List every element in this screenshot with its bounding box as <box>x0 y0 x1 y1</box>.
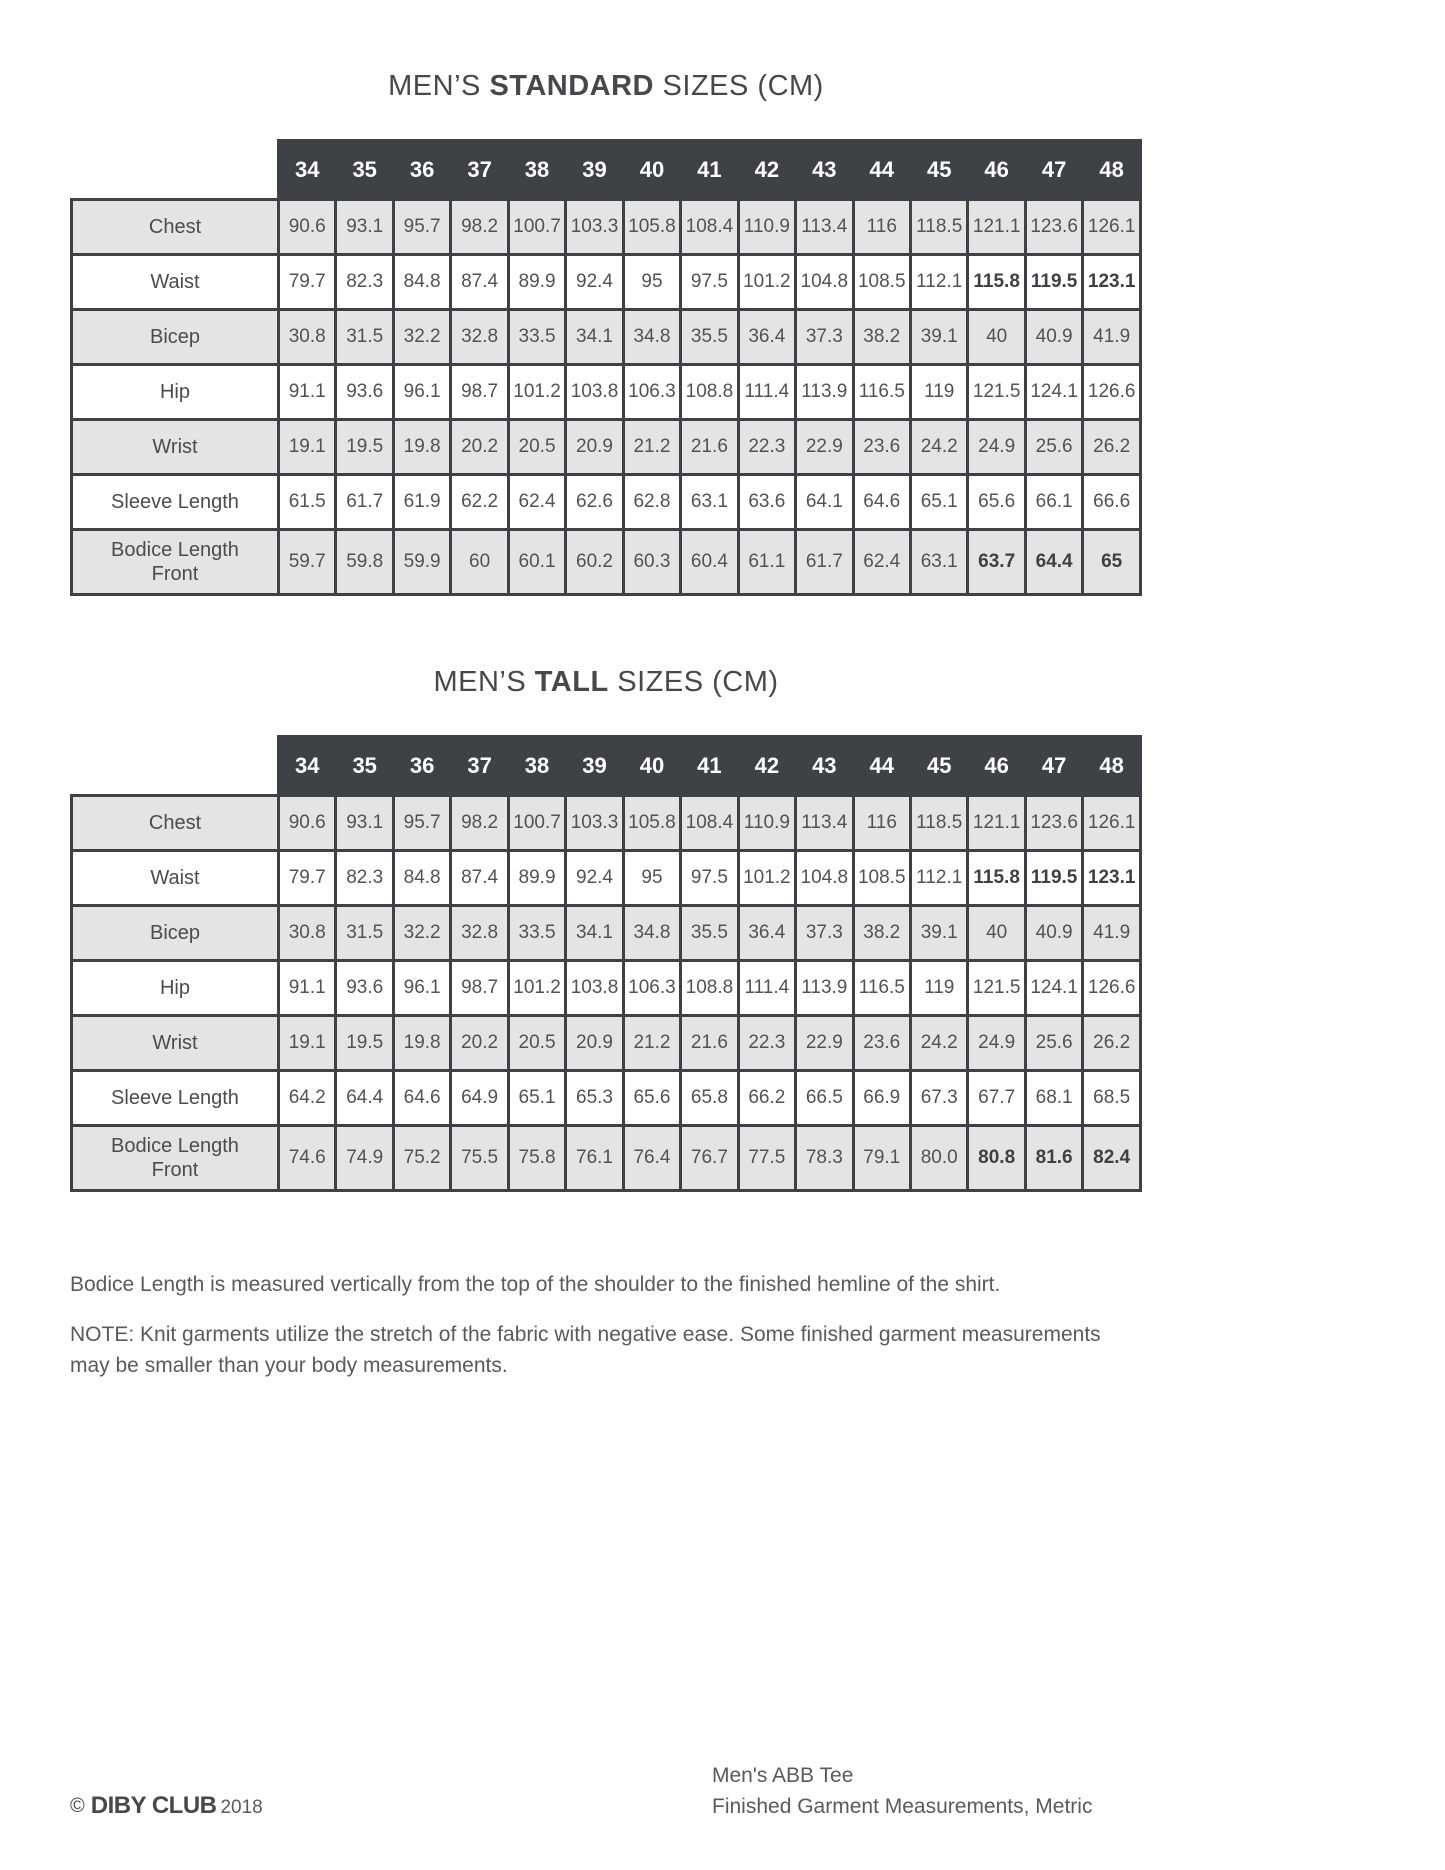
measurement-cell: 68.1 <box>1025 1071 1082 1126</box>
measurement-cell: 78.3 <box>796 1126 853 1191</box>
measurement-cell: 65.6 <box>968 475 1025 530</box>
measurement-cell: 30.8 <box>279 906 336 961</box>
measurement-cell: 60.4 <box>681 530 738 595</box>
document-info-footer <box>712 1760 1092 1822</box>
measurement-cell: 20.5 <box>508 1016 565 1071</box>
measurement-row <box>72 796 1141 851</box>
row-label: Wrist <box>72 1016 279 1071</box>
measurement-cell: 64.6 <box>853 475 910 530</box>
measurement-cell: 66.5 <box>796 1071 853 1126</box>
row-label: Bodice Length Front <box>72 1126 279 1191</box>
measurement-cell: 93.6 <box>336 365 393 420</box>
measurement-cell: 64.2 <box>279 1071 336 1126</box>
measurement-cell: 22.3 <box>738 1016 795 1071</box>
standard-sizes-title <box>70 0 1142 103</box>
measurement-cell: 32.2 <box>393 310 450 365</box>
measurement-cell: 119.5 <box>1025 255 1082 310</box>
measurement-cell: 35.5 <box>681 906 738 961</box>
measurement-cell: 108.8 <box>681 365 738 420</box>
size-column-header: 40 <box>623 141 680 200</box>
measurement-cell: 66.2 <box>738 1071 795 1126</box>
measurement-cell: 108.4 <box>681 200 738 255</box>
measurement-cell: 65.6 <box>623 1071 680 1126</box>
measurement-cell: 76.1 <box>566 1126 623 1191</box>
measurement-cell: 101.2 <box>738 255 795 310</box>
measurement-cell: 24.9 <box>968 420 1025 475</box>
measurement-cell: 90.6 <box>279 200 336 255</box>
measurement-cell: 60.3 <box>623 530 680 595</box>
measurement-cell: 25.6 <box>1025 420 1082 475</box>
size-column-header: 41 <box>681 737 738 796</box>
measurement-cell: 19.5 <box>336 1016 393 1071</box>
measurement-cell: 33.5 <box>508 310 565 365</box>
measurement-cell: 34.8 <box>623 310 680 365</box>
measurement-cell: 126.1 <box>1083 200 1141 255</box>
size-column-header: 47 <box>1025 737 1082 796</box>
size-column-header: 42 <box>738 141 795 200</box>
header-corner-cell <box>72 737 279 796</box>
measurement-cell: 126.6 <box>1083 365 1141 420</box>
measurement-cell: 66.9 <box>853 1071 910 1126</box>
measurement-cell: 108.4 <box>681 796 738 851</box>
row-label: Hip <box>72 961 279 1016</box>
measurement-cell: 95 <box>623 255 680 310</box>
measurement-cell: 93.6 <box>336 961 393 1016</box>
size-column-header: 47 <box>1025 141 1082 200</box>
row-label: Bicep <box>72 906 279 961</box>
size-column-header: 48 <box>1083 737 1141 796</box>
measurement-cell: 62.4 <box>853 530 910 595</box>
measurement-cell: 41.9 <box>1083 310 1141 365</box>
measurement-cell: 103.3 <box>566 796 623 851</box>
row-label: Bodice Length Front <box>72 530 279 595</box>
measurement-cell: 62.6 <box>566 475 623 530</box>
measurement-cell: 59.7 <box>279 530 336 595</box>
measurement-cell: 41.9 <box>1083 906 1141 961</box>
row-label: Sleeve Length <box>72 1071 279 1126</box>
measurement-cell: 66.1 <box>1025 475 1082 530</box>
size-column-header: 48 <box>1083 141 1141 200</box>
measurement-cell: 116 <box>853 796 910 851</box>
title-emphasis: TALL <box>534 666 609 698</box>
measurement-row <box>72 475 1141 530</box>
measurement-cell: 22.9 <box>796 1016 853 1071</box>
measurement-cell: 116.5 <box>853 365 910 420</box>
measurement-cell: 82.3 <box>336 851 393 906</box>
measurement-cell: 37.3 <box>796 906 853 961</box>
measurement-cell: 124.1 <box>1025 961 1082 1016</box>
measurement-cell: 98.2 <box>451 200 508 255</box>
size-header-row <box>72 737 1141 796</box>
measurement-cell: 39.1 <box>910 906 967 961</box>
measurement-cell: 104.8 <box>796 851 853 906</box>
measurement-cell: 19.1 <box>279 1016 336 1071</box>
measurement-cell: 121.5 <box>968 365 1025 420</box>
measurement-cell: 105.8 <box>623 200 680 255</box>
brand-name: DIBY CLUB <box>90 1792 217 1819</box>
measurement-cell: 112.1 <box>910 851 967 906</box>
measurement-cell: 34.8 <box>623 906 680 961</box>
measurement-cell: 63.7 <box>968 530 1025 595</box>
measurement-cell: 19.8 <box>393 420 450 475</box>
measurement-cell: 121.1 <box>968 796 1025 851</box>
measurement-cell: 108.5 <box>853 851 910 906</box>
measurement-cell: 76.4 <box>623 1126 680 1191</box>
size-header-row <box>72 141 1141 200</box>
measurement-row <box>72 1126 1141 1191</box>
size-column-header: 34 <box>279 737 336 796</box>
row-label: Wrist <box>72 420 279 475</box>
measurement-cell: 100.7 <box>508 200 565 255</box>
measurement-cell: 84.8 <box>393 851 450 906</box>
measurement-cell: 24.9 <box>968 1016 1025 1071</box>
copyright-year: 2018 <box>220 1797 263 1818</box>
measurement-cell: 31.5 <box>336 310 393 365</box>
measurement-cell: 89.9 <box>508 851 565 906</box>
measurement-cell: 87.4 <box>451 255 508 310</box>
measurement-cell: 100.7 <box>508 796 565 851</box>
measurement-cell: 108.8 <box>681 961 738 1016</box>
measurement-cell: 40 <box>968 310 1025 365</box>
size-column-header: 44 <box>853 737 910 796</box>
measurement-cell: 111.4 <box>738 365 795 420</box>
measurement-cell: 91.1 <box>279 961 336 1016</box>
measurement-cell: 124.1 <box>1025 365 1082 420</box>
measurement-cell: 81.6 <box>1025 1126 1082 1191</box>
tall-sizes-table <box>70 735 1142 1192</box>
measurement-cell: 97.5 <box>681 255 738 310</box>
measurement-cell: 59.8 <box>336 530 393 595</box>
measurement-cell: 20.9 <box>566 420 623 475</box>
measurement-cell: 95.7 <box>393 796 450 851</box>
measurement-cell: 65 <box>1083 530 1141 595</box>
size-column-header: 45 <box>910 737 967 796</box>
size-column-header: 37 <box>451 141 508 200</box>
measurement-cell: 32.8 <box>451 310 508 365</box>
size-column-header: 46 <box>968 737 1025 796</box>
notes-section <box>70 1270 1130 1381</box>
measurement-cell: 66.6 <box>1083 475 1141 530</box>
measurement-cell: 20.9 <box>566 1016 623 1071</box>
measurement-cell: 21.6 <box>681 1016 738 1071</box>
measurement-cell: 119 <box>910 961 967 1016</box>
measurement-cell: 20.5 <box>508 420 565 475</box>
measurement-cell: 61.1 <box>738 530 795 595</box>
measurement-cell: 19.8 <box>393 1016 450 1071</box>
title-suffix: SIZES (CM) <box>608 666 779 698</box>
measurement-cell: 21.2 <box>623 1016 680 1071</box>
size-column-header: 45 <box>910 141 967 200</box>
measurement-row <box>72 365 1141 420</box>
title-emphasis: STANDARD <box>489 70 654 102</box>
measurement-cell: 103.8 <box>566 961 623 1016</box>
measurement-cell: 63.1 <box>910 530 967 595</box>
measurement-cell: 33.5 <box>508 906 565 961</box>
measurement-cell: 118.5 <box>910 200 967 255</box>
measurement-cell: 82.3 <box>336 255 393 310</box>
measurement-cell: 113.9 <box>796 961 853 1016</box>
measurement-cell: 77.5 <box>738 1126 795 1191</box>
measurement-cell: 61.5 <box>279 475 336 530</box>
measurement-cell: 95 <box>623 851 680 906</box>
measurement-cell: 93.1 <box>336 200 393 255</box>
measurement-cell: 115.8 <box>968 851 1025 906</box>
size-column-header: 46 <box>968 141 1025 200</box>
measurement-cell: 79.7 <box>279 255 336 310</box>
measurement-cell: 26.2 <box>1083 1016 1141 1071</box>
size-column-header: 34 <box>279 141 336 200</box>
measurement-cell: 123.1 <box>1083 851 1141 906</box>
measurement-cell: 19.1 <box>279 420 336 475</box>
measurement-cell: 62.2 <box>451 475 508 530</box>
measurement-cell: 67.7 <box>968 1071 1025 1126</box>
measurement-cell: 97.5 <box>681 851 738 906</box>
size-column-header: 42 <box>738 737 795 796</box>
measurement-cell: 40 <box>968 906 1025 961</box>
page-content <box>70 0 1142 1381</box>
measurement-cell: 63.1 <box>681 475 738 530</box>
size-column-header: 38 <box>508 141 565 200</box>
size-column-header: 40 <box>623 737 680 796</box>
measurement-cell: 79.1 <box>853 1126 910 1191</box>
measurement-cell: 75.8 <box>508 1126 565 1191</box>
measurement-cell: 75.5 <box>451 1126 508 1191</box>
measurement-cell: 103.3 <box>566 200 623 255</box>
measurement-cell: 32.2 <box>393 906 450 961</box>
measurement-row <box>72 1016 1141 1071</box>
measurement-cell: 65.1 <box>508 1071 565 1126</box>
measurement-cell: 95.7 <box>393 200 450 255</box>
measurement-cell: 80.8 <box>968 1126 1025 1191</box>
measurement-cell: 101.2 <box>738 851 795 906</box>
measurement-cell: 20.2 <box>451 420 508 475</box>
measurement-cell: 76.7 <box>681 1126 738 1191</box>
measurement-cell: 111.4 <box>738 961 795 1016</box>
measurement-cell: 92.4 <box>566 255 623 310</box>
measurement-cell: 123.1 <box>1083 255 1141 310</box>
size-column-header: 39 <box>566 141 623 200</box>
row-label: Bicep <box>72 310 279 365</box>
measurement-cell: 36.4 <box>738 310 795 365</box>
measurement-cell: 121.1 <box>968 200 1025 255</box>
measurement-cell: 38.2 <box>853 906 910 961</box>
measurement-cell: 22.3 <box>738 420 795 475</box>
measurement-cell: 25.6 <box>1025 1016 1082 1071</box>
measurement-cell: 60.1 <box>508 530 565 595</box>
measurement-cell: 98.7 <box>451 365 508 420</box>
measurement-cell: 115.8 <box>968 255 1025 310</box>
measurement-row <box>72 530 1141 595</box>
measurement-cell: 65.1 <box>910 475 967 530</box>
measurement-cell: 101.2 <box>508 365 565 420</box>
measurement-cell: 62.8 <box>623 475 680 530</box>
measurement-cell: 90.6 <box>279 796 336 851</box>
measurement-cell: 79.7 <box>279 851 336 906</box>
header-corner-cell <box>72 141 279 200</box>
size-column-header: 43 <box>796 141 853 200</box>
measurement-cell: 23.6 <box>853 1016 910 1071</box>
measurement-cell: 61.7 <box>336 475 393 530</box>
measurement-cell: 104.8 <box>796 255 853 310</box>
measurement-cell: 75.2 <box>393 1126 450 1191</box>
size-column-header: 38 <box>508 737 565 796</box>
row-label: Waist <box>72 851 279 906</box>
measurement-cell: 62.4 <box>508 475 565 530</box>
measurement-cell: 101.2 <box>508 961 565 1016</box>
measurement-cell: 74.9 <box>336 1126 393 1191</box>
measurement-cell: 64.9 <box>451 1071 508 1126</box>
measurement-cell: 36.4 <box>738 906 795 961</box>
measurement-cell: 30.8 <box>279 310 336 365</box>
measurement-cell: 91.1 <box>279 365 336 420</box>
row-label: Waist <box>72 255 279 310</box>
document-title: Men's ABB Tee <box>712 1764 854 1787</box>
measurement-row <box>72 420 1141 475</box>
row-label: Hip <box>72 365 279 420</box>
measurement-cell: 121.5 <box>968 961 1025 1016</box>
size-column-header: 36 <box>393 141 450 200</box>
measurement-cell: 64.4 <box>1025 530 1082 595</box>
measurement-cell: 65.8 <box>681 1071 738 1126</box>
measurement-row <box>72 255 1141 310</box>
measurement-cell: 74.6 <box>279 1126 336 1191</box>
measurement-cell: 24.2 <box>910 1016 967 1071</box>
measurement-cell: 87.4 <box>451 851 508 906</box>
measurement-cell: 92.4 <box>566 851 623 906</box>
measurement-cell: 80.0 <box>910 1126 967 1191</box>
measurement-cell: 23.6 <box>853 420 910 475</box>
measurement-cell: 60 <box>451 530 508 595</box>
measurement-cell: 118.5 <box>910 796 967 851</box>
size-column-header: 39 <box>566 737 623 796</box>
measurement-cell: 113.4 <box>796 200 853 255</box>
measurement-cell: 34.1 <box>566 906 623 961</box>
title-suffix: SIZES (CM) <box>654 70 824 102</box>
measurement-cell: 59.9 <box>393 530 450 595</box>
measurement-cell: 21.2 <box>623 420 680 475</box>
measurement-cell: 108.5 <box>853 255 910 310</box>
measurement-cell: 64.4 <box>336 1071 393 1126</box>
measurement-cell: 34.1 <box>566 310 623 365</box>
row-label: Sleeve Length <box>72 475 279 530</box>
measurement-cell: 31.5 <box>336 906 393 961</box>
size-column-header: 35 <box>336 737 393 796</box>
measurement-cell: 61.7 <box>796 530 853 595</box>
bodice-length-note: Bodice Length is measured vertically from the top of the shoulder to the finished hemline of the shirt. <box>70 1273 1001 1296</box>
measurement-cell: 64.6 <box>393 1071 450 1126</box>
measurement-cell: 93.1 <box>336 796 393 851</box>
measurement-cell: 37.3 <box>796 310 853 365</box>
measurement-cell: 68.5 <box>1083 1071 1141 1126</box>
copyright-icon: © <box>70 1795 85 1817</box>
measurement-cell: 110.9 <box>738 200 795 255</box>
measurement-cell: 89.9 <box>508 255 565 310</box>
measurement-row <box>72 961 1141 1016</box>
measurement-cell: 40.9 <box>1025 310 1082 365</box>
measurement-cell: 116 <box>853 200 910 255</box>
row-label: Chest <box>72 796 279 851</box>
size-column-header: 36 <box>393 737 450 796</box>
measurement-cell: 126.1 <box>1083 796 1141 851</box>
measurement-cell: 67.3 <box>910 1071 967 1126</box>
measurement-cell: 60.2 <box>566 530 623 595</box>
size-column-header: 37 <box>451 737 508 796</box>
measurement-cell: 20.2 <box>451 1016 508 1071</box>
measurement-cell: 123.6 <box>1025 796 1082 851</box>
title-prefix: MEN’S <box>433 666 535 698</box>
measurement-cell: 103.8 <box>566 365 623 420</box>
measurement-row <box>72 906 1141 961</box>
measurement-cell: 98.2 <box>451 796 508 851</box>
measurement-cell: 110.9 <box>738 796 795 851</box>
measurement-cell: 84.8 <box>393 255 450 310</box>
row-label: Chest <box>72 200 279 255</box>
knit-garment-note: NOTE: Knit garments utilize the stretch of the fabric with negative ease. Some finished garment measurements may be smaller than your body measurements. <box>70 1323 1101 1377</box>
size-column-header: 43 <box>796 737 853 796</box>
measurement-cell: 119 <box>910 365 967 420</box>
measurement-cell: 21.6 <box>681 420 738 475</box>
measurement-cell: 64.1 <box>796 475 853 530</box>
copyright-footer <box>70 1792 263 1820</box>
measurement-cell: 106.3 <box>623 365 680 420</box>
size-column-header: 41 <box>681 141 738 200</box>
measurement-cell: 116.5 <box>853 961 910 1016</box>
measurement-cell: 26.2 <box>1083 420 1141 475</box>
measurement-cell: 35.5 <box>681 310 738 365</box>
document-subtitle: Finished Garment Measurements, Metric <box>712 1795 1093 1818</box>
measurement-cell: 119.5 <box>1025 851 1082 906</box>
measurement-cell: 96.1 <box>393 961 450 1016</box>
title-prefix: MEN’S <box>388 70 490 102</box>
measurement-row <box>72 310 1141 365</box>
standard-sizes-table <box>70 139 1142 596</box>
measurement-cell: 106.3 <box>623 961 680 1016</box>
measurement-cell: 105.8 <box>623 796 680 851</box>
measurement-cell: 40.9 <box>1025 906 1082 961</box>
measurement-cell: 63.6 <box>738 475 795 530</box>
measurement-cell: 96.1 <box>393 365 450 420</box>
measurement-cell: 39.1 <box>910 310 967 365</box>
measurement-cell: 24.2 <box>910 420 967 475</box>
measurement-cell: 126.6 <box>1083 961 1141 1016</box>
measurement-cell: 82.4 <box>1083 1126 1141 1191</box>
measurement-cell: 113.4 <box>796 796 853 851</box>
measurement-cell: 113.9 <box>796 365 853 420</box>
measurement-cell: 38.2 <box>853 310 910 365</box>
measurement-cell: 123.6 <box>1025 200 1082 255</box>
measurement-cell: 19.5 <box>336 420 393 475</box>
measurement-cell: 61.9 <box>393 475 450 530</box>
size-column-header: 35 <box>336 141 393 200</box>
size-column-header: 44 <box>853 141 910 200</box>
measurement-row <box>72 851 1141 906</box>
measurement-cell: 98.7 <box>451 961 508 1016</box>
measurement-cell: 112.1 <box>910 255 967 310</box>
measurement-cell: 22.9 <box>796 420 853 475</box>
measurement-row <box>72 1071 1141 1126</box>
tall-sizes-title <box>70 666 1142 699</box>
measurement-row <box>72 200 1141 255</box>
measurement-cell: 32.8 <box>451 906 508 961</box>
measurement-cell: 65.3 <box>566 1071 623 1126</box>
